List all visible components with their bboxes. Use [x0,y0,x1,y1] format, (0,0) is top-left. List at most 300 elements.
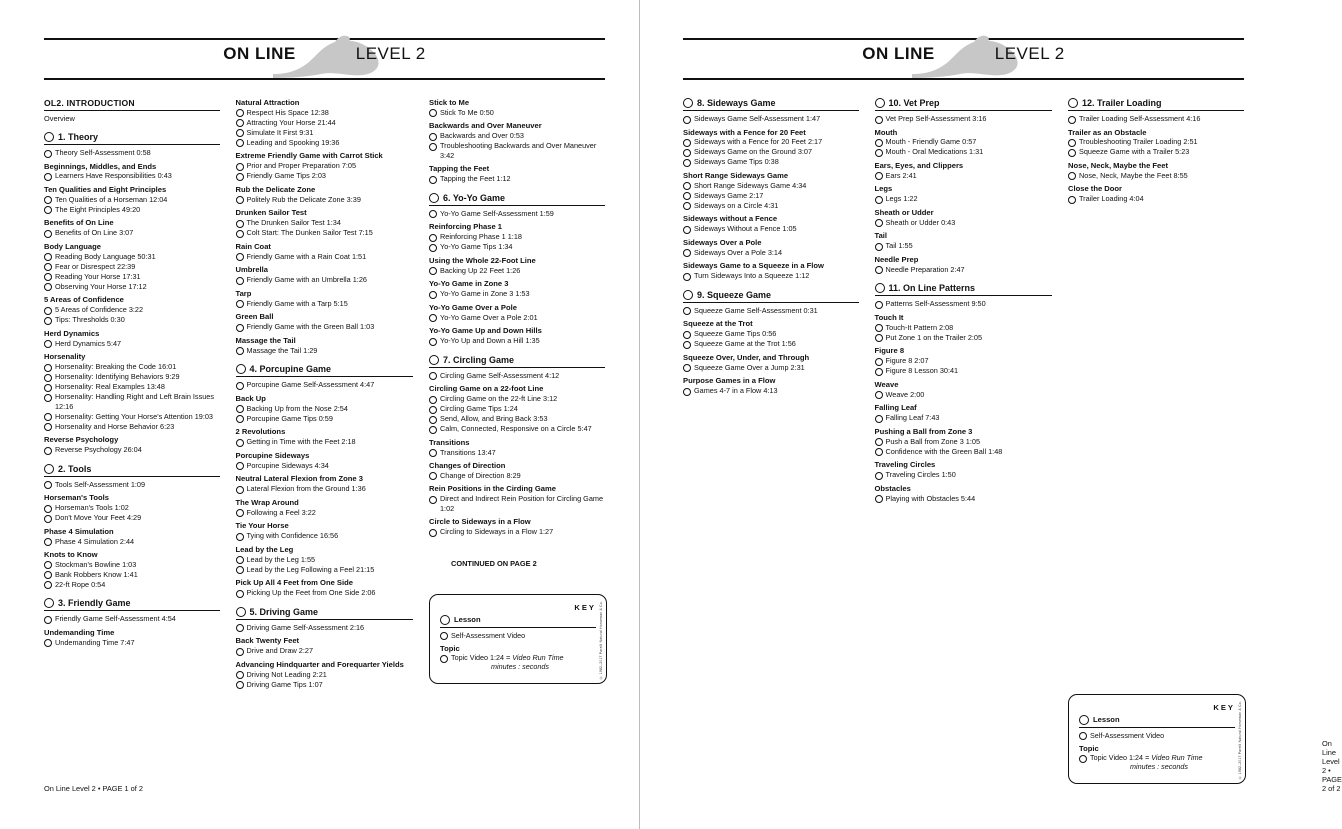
list-item[interactable]: Squeeze Game Self-Assessment 0:31 [683,306,859,316]
list-item[interactable]: Following a Feel 3:22 [236,508,414,518]
list-item[interactable]: Herd Dynamics 5:47 [44,339,220,349]
list-item[interactable]: Touch-It Pattern 2:08 [875,323,1053,333]
group-label: Advancing Hindquarter and Forequarter Yields [235,659,404,669]
key-box [1068,694,1246,785]
section-subtitle: Overview [44,114,75,123]
list-item[interactable]: Learners Have Responsibilities 0:43 [44,171,220,181]
circle-bullet-icon[interactable] [875,98,885,108]
list-item[interactable]: Phase 4 Simulation 2:44 [44,537,220,547]
circle-bullet-icon[interactable] [429,372,437,380]
circle-bullet-icon[interactable] [44,150,52,158]
circle-bullet-icon[interactable] [875,472,883,480]
list-item[interactable]: Sideways Game 2:17 [683,191,859,201]
list-item[interactable]: Driving Game Self-Assessment 2:16 [236,623,414,633]
list-item[interactable]: Playing with Obstacles 5:44 [875,494,1053,504]
circle-bullet-icon[interactable] [236,364,246,374]
group-label: Reinforcing Phase 1 [429,222,503,232]
circle-bullet-icon[interactable] [875,266,883,274]
circle-bullet-icon[interactable] [44,230,52,238]
list-item[interactable]: Tools Self-Assessment 1:09 [44,480,220,490]
list-item[interactable]: Simulate It First 9:31 [236,128,414,138]
list-item[interactable]: Horseman's Tools 1:02 [44,503,220,513]
circle-bullet-icon[interactable] [44,196,52,204]
list-item[interactable]: Backwards and Over 0:53 [429,131,605,141]
list-item[interactable]: Backing Up 22 Feet 1:26 [429,266,605,276]
circle-bullet-icon[interactable] [429,338,437,346]
circle-bullet-icon[interactable] [236,173,244,181]
list-item[interactable]: Massage the Tail 1:29 [236,346,414,356]
list-item[interactable]: Prior and Proper Preparation 7:05 [236,161,414,171]
list-item[interactable]: Ears 2:41 [875,171,1053,181]
circle-bullet-icon[interactable] [44,413,52,421]
list-item[interactable]: Sideways Without a Fence 1:05 [683,224,859,234]
list-item[interactable]: Lead by the Leg Following a Feel 21:15 [236,565,414,575]
list-item[interactable]: Don't Move Your Feet 4:29 [44,513,220,523]
list-item[interactable]: Games 4-7 in a Flow 4:13 [683,386,859,396]
circle-bullet-icon[interactable] [236,415,244,423]
list-item[interactable]: Troubleshooting Backwards and Over Maneuver 3:42 [429,141,605,160]
group-label: Sideways Over a Pole [683,237,762,247]
group-label: Herd Dynamics [44,328,100,338]
header-titles [683,44,1244,64]
list-item[interactable]: The Eight Principles 49:20 [44,205,220,215]
circle-bullet-icon[interactable] [236,324,244,332]
list-item[interactable]: Undemanding Time 7:47 [44,638,220,648]
circle-bullet-icon[interactable] [44,173,52,181]
circle-bullet-icon[interactable] [236,109,244,117]
key-self-assessment: Self-Assessment Video [440,631,596,641]
circle-bullet-icon[interactable] [875,495,883,503]
key-title: KEY [574,602,596,612]
circle-bullet-icon[interactable] [236,462,244,470]
list-item[interactable]: Put Zone 1 on the Trailer 2:05 [875,333,1053,343]
circle-bullet-icon[interactable] [429,143,437,151]
circle-bullet-icon[interactable] [429,449,437,457]
section-heading-yoyo-game [429,193,605,206]
list-item[interactable]: Reading Body Language 50:31 [44,252,220,262]
circle-bullet-icon[interactable] [44,273,52,281]
circle-bullet-icon[interactable] [44,571,52,579]
list-item[interactable]: Squeeze Game at the Trot 1:56 [683,339,859,349]
circle-bullet-icon[interactable] [683,149,691,157]
list-item[interactable]: Friendly Game Tips 2:03 [236,171,414,181]
list-item[interactable]: Weave 2:00 [875,390,1053,400]
circle-bullet-icon [440,632,448,640]
heading-label: 6. Yo-Yo Game [443,192,506,203]
list-item[interactable]: Reverse Psychology 26:04 [44,445,220,455]
circle-bullet-icon[interactable] [44,206,52,214]
list-item[interactable]: Squeeze Game Tips 0:56 [683,329,859,339]
circle-bullet-icon[interactable] [236,405,244,413]
list-item[interactable]: Respect His Space 12:38 [236,108,414,118]
list-item[interactable]: Stockman's Bowline 1:03 [44,560,220,570]
list-item[interactable]: Ten Qualities of a Horseman 12:04 [44,195,220,205]
circle-bullet-icon[interactable] [683,139,691,147]
list-item[interactable]: Confidence with the Green Ball 1:48 [875,447,1053,457]
circle-bullet-icon[interactable] [683,341,691,349]
list-item[interactable]: Porcupine Game Tips 0:59 [236,414,414,424]
circle-bullet-icon[interactable] [236,566,244,574]
circle-bullet-icon[interactable] [875,301,883,309]
list-item[interactable]: Traveling Circles 1:50 [875,470,1053,480]
group-label: Yo-Yo Game in Zone 3 [429,279,509,289]
list-item[interactable]: Sideways Game on the Ground 3:07 [683,147,859,157]
list-item[interactable]: Falling Leaf 7:43 [875,413,1053,423]
header-title-left: ON LINE [862,44,935,63]
list-item[interactable]: Sideways with a Fence for 20 Feet 2:17 [683,137,859,147]
list-item[interactable]: 22-ft Rope 0:54 [44,580,220,590]
circle-bullet-icon[interactable] [683,116,691,124]
list-item[interactable]: Getting in Time with the Feet 2:18 [236,437,414,447]
list-item[interactable]: Needle Preparation 2:47 [875,265,1053,275]
list-item[interactable]: Sideways Over a Pole 3:14 [683,248,859,258]
list-item[interactable]: Observing Your Horse 17:12 [44,282,220,292]
list-item[interactable]: Sheath or Udder 0:43 [875,218,1053,228]
circle-bullet-icon[interactable] [44,515,52,523]
list-item[interactable]: Change of Direction 8:29 [429,471,605,481]
heading-label: 1. Theory [58,132,99,142]
circle-bullet-icon[interactable] [236,277,244,285]
list-item[interactable]: Backing Up from the Nose 2:54 [236,404,414,414]
circle-bullet-icon[interactable] [429,416,437,424]
list-item[interactable]: Horsenality: Getting Your Horse's Attention 19:03 [44,412,220,422]
circle-bullet-icon[interactable] [236,590,244,598]
list-item[interactable]: Calm, Connected, Responsive on a Circle 5:47 [429,424,605,434]
circle-bullet-icon[interactable] [429,176,437,184]
circle-bullet-icon[interactable] [683,226,691,234]
circle-bullet-icon[interactable] [429,234,437,242]
circle-bullet-icon[interactable] [429,291,437,299]
page-header [683,28,1244,84]
circle-bullet-icon [1079,715,1089,725]
group-label: Reverse Psychology [44,435,119,445]
group-label: Changes of Direction [429,461,506,470]
list-item[interactable]: Horsenality: Handling Right and Left Brain Issues 12:16 [44,392,220,411]
circle-bullet-icon[interactable] [875,219,883,227]
list-item[interactable]: Short Range Sideways Game 4:34 [683,181,859,191]
list-item[interactable]: Friendly Game with the Green Ball 1:03 [236,322,414,332]
list-item[interactable]: Sideways Game Self-Assessment 1:47 [683,114,859,124]
circle-bullet-icon[interactable] [44,505,52,513]
circle-bullet-icon[interactable] [875,448,883,456]
circle-bullet-icon[interactable] [875,391,883,399]
circle-bullet-icon[interactable] [44,317,52,325]
list-item[interactable]: Fear or Disrespect 22:39 [44,262,220,272]
column-2 [875,98,1053,784]
group-label: Green Ball [235,312,274,322]
circle-bullet-icon[interactable] [875,196,883,204]
circle-bullet-icon[interactable] [429,109,437,117]
list-item[interactable]: Trailer Loading Self-Assessment 4:16 [1068,114,1244,124]
list-item[interactable]: Leading and Spooking 19:36 [236,138,414,148]
list-item[interactable]: Mouth - Oral Medications 1:31 [875,147,1053,157]
list-item[interactable]: Circling to Sideways in a Flow 1:27 [429,527,605,537]
circle-bullet-icon[interactable] [429,193,439,203]
group-label: Pick Up All 4 Feet from One Side [235,578,353,588]
circle-bullet-icon[interactable] [236,439,244,447]
group-label: Phase 4 Simulation [44,526,114,536]
circle-bullet-icon[interactable] [44,132,54,142]
page-footer: On Line Level 2 • PAGE 2 of 2 [1322,739,1342,793]
list-item[interactable]: Figure 8 Lesson 30:41 [875,366,1053,376]
key-divider [1079,727,1235,728]
list-item[interactable]: Picking Up the Feet from One Side 2:06 [236,588,414,598]
circle-bullet-icon[interactable] [44,423,52,431]
group-label: Extreme Friendly Game with Carrot Stick [235,151,383,161]
list-item[interactable]: Trailer Loading 4:04 [1068,194,1244,204]
circle-bullet-icon[interactable] [236,556,244,564]
list-item[interactable]: Stick To Me 0:50 [429,108,605,118]
list-item[interactable]: Lateral Flexion from the Ground 1:36 [236,484,414,494]
circle-bullet-icon[interactable] [875,139,883,147]
list-item[interactable]: Vet Prep Self-Assessment 3:16 [875,114,1053,124]
list-item[interactable]: Circling Game on the 22-ft Line 3:12 [429,394,605,404]
circle-bullet-icon[interactable] [683,307,691,315]
column-2 [236,98,414,689]
list-item[interactable]: Direct and Indirect Rein Position for Circling Game 1:02 [429,494,605,513]
circle-bullet-icon[interactable] [429,472,437,480]
circle-bullet-icon[interactable] [236,300,244,308]
list-item[interactable]: Transitions 13:47 [429,448,605,458]
circle-bullet-icon[interactable] [875,415,883,423]
circle-bullet-icon[interactable] [236,607,246,617]
circle-bullet-icon[interactable] [236,648,244,656]
circle-bullet-icon[interactable] [236,347,244,355]
group-label: Needle Prep [874,254,919,264]
list-item[interactable]: Circling Game Self-Assessment 4:12 [429,371,605,381]
list-item[interactable]: Squeeze Game with a Trailer 5:23 [1068,147,1244,157]
circle-bullet-icon[interactable] [44,374,52,382]
circle-bullet-icon[interactable] [429,529,437,537]
circle-bullet-icon[interactable] [429,314,437,322]
circle-bullet-icon[interactable] [44,598,54,608]
list-item[interactable]: Tying with Confidence 16:56 [236,531,414,541]
circle-bullet-icon[interactable] [683,202,691,210]
circle-bullet-icon[interactable] [683,98,693,108]
list-item[interactable]: Tail 1:55 [875,241,1053,251]
list-item[interactable]: Mouth - Friendly Game 0:57 [875,137,1053,147]
circle-bullet-icon[interactable] [875,116,883,124]
circle-bullet-icon[interactable] [875,283,885,293]
circle-bullet-icon[interactable] [1068,116,1076,124]
circle-bullet-icon[interactable] [1068,172,1076,180]
circle-bullet-icon[interactable] [875,324,883,332]
circle-bullet-icon[interactable] [1068,139,1076,147]
list-item[interactable]: Porcupine Game Self-Assessment 4:47 [236,380,414,390]
circle-bullet-icon[interactable] [44,616,52,624]
list-item[interactable]: Horsenality: Breaking the Code 16:01 [44,362,220,372]
circle-bullet-icon[interactable] [429,210,437,218]
circle-bullet-icon[interactable] [429,396,437,404]
list-item[interactable]: Friendly Game with a Rain Coat 1:51 [236,252,414,262]
group-label: Circle to Sideways in a Flow [429,517,531,527]
circle-bullet-icon[interactable] [236,196,244,204]
circle-bullet-icon[interactable] [44,307,52,315]
list-item[interactable]: Friendly Game Self-Assessment 4:54 [44,614,220,624]
circle-bullet-icon[interactable] [429,355,439,365]
header-title-left: ON LINE [223,44,296,63]
group-label: Tarp [235,288,252,298]
circle-bullet-icon[interactable] [44,283,52,291]
list-item[interactable]: Circling Game Tips 1:24 [429,404,605,414]
list-item[interactable]: Push a Ball from Zone 3 1:05 [875,437,1053,447]
circle-bullet-icon[interactable] [236,139,244,147]
group-label: Backwards and Over Maneuver [429,121,542,131]
circle-bullet-icon[interactable] [236,163,244,171]
circle-bullet-icon[interactable] [429,406,437,414]
list-item[interactable]: Sideways on a Circle 4:31 [683,201,859,211]
circle-bullet-icon[interactable] [44,464,54,474]
list-item[interactable]: Reinforcing Phase 1 1:18 [429,232,605,242]
list-item[interactable]: Reading Your Horse 17:31 [44,272,220,282]
circle-bullet-icon[interactable] [875,172,883,180]
circle-bullet-icon[interactable] [236,230,244,238]
list-item[interactable]: Send, Allow, and Bring Back 3:53 [429,414,605,424]
circle-bullet-icon[interactable] [44,364,52,372]
group-label: Benefits of On Line [44,218,114,228]
group-label: Traveling Circles [874,460,936,470]
list-item[interactable]: Benefits of On Line 3:07 [44,228,220,238]
list-item[interactable]: Legs 1:22 [875,194,1053,204]
circle-bullet-icon[interactable] [1068,149,1076,157]
circle-bullet-icon[interactable] [875,243,883,251]
list-item[interactable]: Sideways Game Tips 0:38 [683,157,859,167]
circle-bullet-icon[interactable] [429,244,437,252]
list-item[interactable]: Nose, Neck, Maybe the Feet 8:55 [1068,171,1244,181]
group-label: Knots to Know [44,550,98,559]
list-item[interactable]: Driving Not Leading 2:21 [236,670,414,680]
circle-bullet-icon[interactable] [44,263,52,271]
group-label: Umbrella [235,265,268,275]
circle-bullet-icon[interactable] [236,382,244,390]
list-item[interactable]: Turn Sideways Into a Squeeze 1:12 [683,271,859,281]
circle-bullet-icon[interactable] [1068,98,1078,108]
circle-bullet-icon[interactable] [875,334,883,342]
list-item[interactable]: Tips: Thresholds 0:30 [44,315,220,325]
list-item[interactable]: Yo-Yo Game Over a Pole 2:01 [429,313,605,323]
list-item[interactable]: Attracting Your Horse 21:44 [236,118,414,128]
list-item[interactable]: Horsenality and Horse Behavior 6:23 [44,422,220,432]
group-label: Undemanding Time [44,627,115,637]
group-label: Back Twenty Feet [235,636,300,646]
list-item[interactable]: Tapping the Feet 1:12 [429,174,605,184]
circle-bullet-icon[interactable] [429,133,437,141]
group-label: Using the Whole 22-Foot Line [429,255,536,265]
group-label: Rub the Delicate Zone [235,184,316,194]
circle-bullet-icon[interactable] [429,267,437,275]
column-3 [429,98,605,689]
group-label: Rain Coat [235,241,271,251]
circle-bullet-icon[interactable] [44,447,52,455]
circle-bullet-icon[interactable] [683,290,693,300]
section-heading-tools [44,464,220,477]
circle-bullet-icon[interactable] [236,681,244,689]
group-label: Falling Leaf [874,403,917,413]
circle-bullet-icon [440,615,450,625]
circle-bullet-icon[interactable] [44,384,52,392]
circle-bullet-icon[interactable] [236,486,244,494]
group-label: Beginnings, Middles, and Ends [44,161,157,171]
circle-bullet-icon[interactable] [236,119,244,127]
circle-bullet-icon[interactable] [236,624,244,632]
list-item[interactable]: Drive and Draw 2:27 [236,646,414,656]
section-heading-theory [44,132,220,145]
list-item[interactable]: Theory Self-Assessment 0:58 [44,148,220,158]
list-item[interactable]: Figure 8 2:07 [875,356,1053,366]
list-item[interactable]: Troubleshooting Trailer Loading 2:51 [1068,137,1244,147]
list-item[interactable]: Yo-Yo Game Tips 1:34 [429,242,605,252]
list-item[interactable]: Politely Rub the Delicate Zone 3:39 [236,195,414,205]
circle-bullet-icon[interactable] [44,561,52,569]
key-self-assessment: Self-Assessment Video [1079,731,1235,741]
circle-bullet-icon[interactable] [1068,196,1076,204]
group-label: Neutral Lateral Flexion from Zone 3 [235,474,363,484]
group-label: Circling Game on a 22-foot Line [429,384,544,394]
circle-bullet-icon[interactable] [683,182,691,190]
circle-bullet-icon[interactable] [44,538,52,546]
circle-bullet-icon [1079,755,1087,763]
circle-bullet-icon[interactable] [236,220,244,228]
column-1 [44,98,220,689]
list-item[interactable]: 5 Areas of Confidence 3:22 [44,305,220,315]
circle-bullet-icon[interactable] [683,192,691,200]
key-topic: Topic [1079,744,1099,754]
list-item[interactable]: Friendly Game with a Tarp 5:15 [236,299,414,309]
list-item[interactable]: Friendly Game with an Umbrella 1:26 [236,275,414,285]
circle-bullet-icon[interactable] [875,358,883,366]
circle-bullet-icon[interactable] [44,394,52,402]
list-item[interactable]: The Drunken Sailor Test 1:34 [236,218,414,228]
heading-label: 3. Friendly Game [58,598,131,609]
list-item[interactable]: Lead by the Leg 1:55 [236,555,414,565]
circle-bullet-icon[interactable] [236,671,244,679]
circle-bullet-icon[interactable] [683,388,691,396]
circle-bullet-icon[interactable] [236,253,244,261]
key-title: KEY [1213,702,1235,712]
circle-bullet-icon[interactable] [236,129,244,137]
circle-bullet-icon[interactable] [875,149,883,157]
circle-bullet-icon[interactable] [683,159,691,167]
list-item[interactable]: Horsenality: Identifying Behaviors 9:29 [44,372,220,382]
circle-bullet-icon[interactable] [429,426,437,434]
circle-bullet-icon[interactable] [236,533,244,541]
list-item[interactable]: Driving Game Tips 1:07 [236,680,414,690]
circle-bullet-icon[interactable] [875,368,883,376]
list-item[interactable]: Colt Start: The Dunken Sailor Test 7:15 [236,228,414,238]
list-item[interactable]: Yo-Yo Game Self-Assessment 1:59 [429,209,605,219]
circle-bullet-icon[interactable] [236,509,244,517]
circle-bullet-icon[interactable] [683,364,691,372]
circle-bullet-icon[interactable] [683,273,691,281]
list-item[interactable]: Patterns Self-Assessment 9:50 [875,299,1053,309]
circle-bullet-icon[interactable] [429,496,437,504]
list-item[interactable]: Squeeze Game Over a Jump 2:31 [683,363,859,373]
circle-bullet-icon[interactable] [44,639,52,647]
section-heading-squeeze-game [683,290,859,303]
circle-bullet-icon[interactable] [44,340,52,348]
list-item[interactable]: Yo-Yo Up and Down a Hill 1:35 [429,336,605,346]
circle-bullet-icon[interactable] [44,581,52,589]
circle-bullet-icon[interactable] [44,253,52,261]
circle-bullet-icon[interactable] [875,438,883,446]
list-item[interactable]: Yo-Yo Game in Zone 3 1:53 [429,289,605,299]
list-item[interactable]: Horsenality: Real Examples 13:48 [44,382,220,392]
list-item[interactable]: Bank Robbers Know 1:41 [44,570,220,580]
circle-bullet-icon[interactable] [44,481,52,489]
list-item[interactable]: Porcupine Sideways 4:34 [236,461,414,471]
circle-bullet-icon[interactable] [683,331,691,339]
circle-bullet-icon[interactable] [683,249,691,257]
